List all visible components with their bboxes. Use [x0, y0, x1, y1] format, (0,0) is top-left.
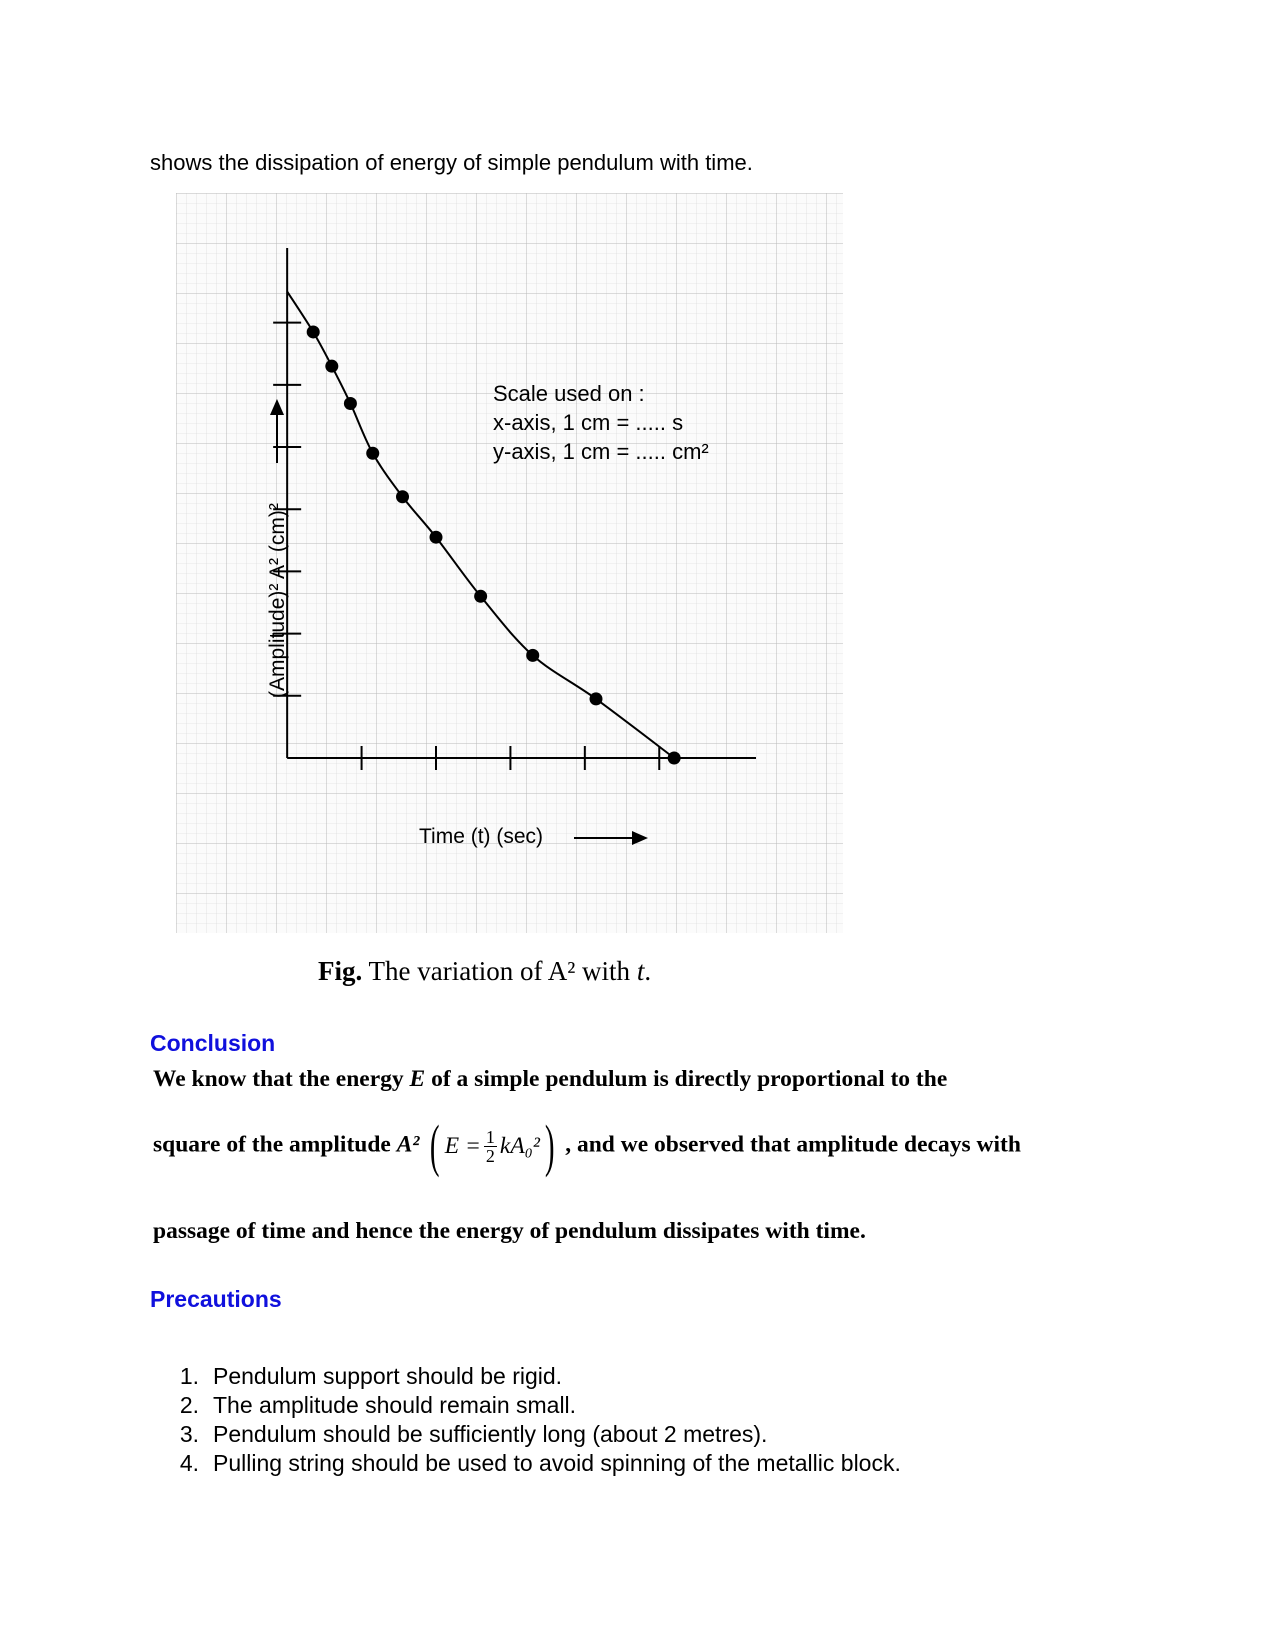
list-item: [168, 1391, 901, 1420]
conclusion-line-3: passage of time and hence the energy of pendulum dissipates with time.: [153, 1218, 866, 1244]
list-item-text: Pendulum support should be rigid.: [213, 1363, 563, 1389]
data-point: [344, 397, 357, 410]
data-point: [325, 360, 338, 373]
conclusion-line-2: [153, 1113, 1113, 1178]
list-item: [168, 1362, 901, 1391]
data-point: [430, 531, 443, 544]
conclusion-heading: Conclusion: [150, 1030, 276, 1056]
caption-end: .: [644, 956, 652, 986]
paren-left: (: [430, 1113, 440, 1178]
fraction-numerator: 1: [485, 1126, 495, 1147]
caption-prefix: Fig.: [318, 956, 363, 986]
list-item-text: Pendulum should be sufficiently long (about 2 metres).: [213, 1421, 768, 1447]
data-point: [307, 325, 320, 338]
formula-rhs: kA₀²: [499, 1132, 540, 1159]
data-point: [396, 490, 409, 503]
data-point: [590, 692, 603, 705]
list-item-number: 4.: [179, 1450, 199, 1476]
y-axis-label: (Amplitude)² A² (cm)²: [266, 503, 289, 698]
figure-caption: [318, 956, 651, 987]
conclusion-line-1: [153, 1066, 1113, 1093]
caption-var: t: [636, 956, 645, 986]
figure-graph: [176, 193, 843, 933]
list-item-number: 1.: [179, 1363, 199, 1389]
intro-text: shows the dissipation of energy of simple pendulum with time.: [150, 150, 753, 175]
list-item: [168, 1449, 901, 1478]
chart-svg: [176, 193, 843, 933]
list-item: [168, 1420, 901, 1449]
energy-var: E: [409, 1066, 426, 1092]
data-point: [474, 590, 487, 603]
conclusion-line-2-post: , and we observed that amplitude decays with: [565, 1131, 1021, 1158]
list-item-text: Pulling string should be used to avoid spinning of the metallic block.: [213, 1450, 901, 1476]
scale-y: y-axis, 1 cm = ..... cm²: [493, 439, 709, 464]
conclusion-line-2-pre: square of the amplitude: [153, 1131, 397, 1158]
scale-x: x-axis, 1 cm = ..... s: [493, 410, 684, 435]
x-axis-label: Time (t) (sec): [419, 825, 544, 848]
list-item-number: 3.: [179, 1421, 199, 1447]
conclusion-line-1-post: of a simple pendulum is directly proportional to the: [425, 1066, 948, 1092]
paren-right: ): [544, 1113, 555, 1178]
precautions-heading: Precautions: [150, 1286, 282, 1312]
precautions-list: [168, 1362, 901, 1478]
list-item-number: 2.: [179, 1392, 199, 1418]
formula-lhs: E =: [444, 1132, 481, 1159]
energy-formula: [425, 1113, 559, 1178]
fraction-denominator: 2: [485, 1145, 495, 1166]
fraction: [484, 1128, 497, 1165]
data-point: [668, 752, 681, 765]
amplitude-var: A²: [396, 1131, 420, 1158]
scale-title: Scale used on :: [493, 381, 645, 406]
list-item-text: The amplitude should remain small.: [213, 1392, 577, 1418]
conclusion-line-1-pre: We know that the energy: [153, 1066, 410, 1092]
data-point: [366, 447, 379, 460]
caption-text: The variation of A² with: [362, 956, 637, 986]
data-point: [526, 649, 539, 662]
